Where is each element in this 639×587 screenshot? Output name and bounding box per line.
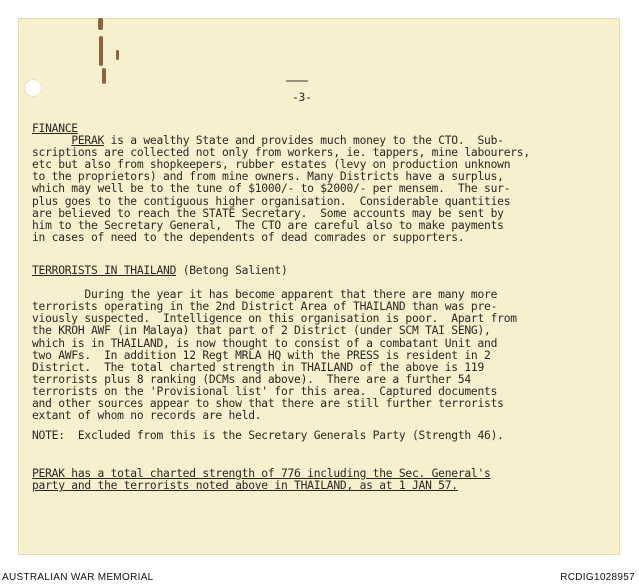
- page-number: -3-: [292, 91, 312, 104]
- finance-line: him to the Secretary General, The CTO are careful also to make payments: [32, 218, 504, 232]
- perak-label: PERAK: [71, 134, 105, 148]
- terrorists-line: two AWFs. In addition 12 Regt MRLA HQ with the PRESS is resident in 2: [32, 348, 491, 362]
- terrorists-line: terrorists operating in the 2nd District Area of THAILAND than was pre-: [32, 300, 498, 314]
- terrorists-line: which is in THAILAND, is now thought to consist of a combatant Unit and: [32, 336, 498, 350]
- finance-line: scriptions are collected not only from workers, ie. tappers, mine labourers,: [32, 146, 530, 160]
- terrorists-line: District. The total charted strength in THAILAND of the above is 119: [32, 360, 485, 374]
- footer-institution: AUSTRALIAN WAR MEMORIAL: [2, 572, 154, 583]
- terrorists-line: and other sources appear to show that there are still further terrorists: [32, 397, 504, 411]
- terrorists-heading: TERRORISTS IN THAILAND: [32, 264, 177, 277]
- rust-stain-mark: [116, 50, 119, 60]
- terrorists-line: terrorists on the 'Provisional list' for this area. Captured documents: [32, 384, 498, 398]
- terrorists-section: [32, 265, 517, 422]
- note-text: NOTE: Excluded from this is the Secretary Generals Party (Strength 46).: [32, 429, 504, 442]
- rust-stain-mark: [99, 36, 103, 66]
- terrorists-heading-suffix: (Betong Salient): [176, 264, 288, 277]
- finance-line: in cases of need to the dependents of dead comrades or supporters.: [32, 230, 465, 244]
- terrorists-line: viously suspected. Intelligence on this organisation is poor. Apart from: [32, 312, 517, 326]
- finance-line: plus goes to the contiguous higher organisation. Considerable quantities: [32, 194, 511, 208]
- terrorists-line: terrorists plus 8 ranking (DCMs and above). There are a further 54: [32, 372, 471, 386]
- terrorists-line: During the year it has become apparent that there are many more: [32, 288, 498, 302]
- punch-hole: [25, 80, 41, 96]
- summary-line: party and the terrorists noted above in THAILAND, as at 1 JAN 57.: [32, 479, 458, 493]
- finance-line: etc but also from shopkeepers, rubber estates (levy on production unknown: [32, 158, 511, 172]
- terrorists-line: the KROH AWF (in Malaya) that part of 2 District (under SCM TAI SENG),: [32, 324, 491, 338]
- finance-section: [32, 123, 530, 244]
- terrorists-line: extant of whom no records are held.: [32, 409, 262, 423]
- archive-footer: [0, 565, 639, 587]
- finance-line-1: PERAK is a wealthy State and provides much money to the CTO. Sub-: [71, 134, 504, 148]
- finance-line: to the proprietors) and from mine owners. Many Districts have a surplus,: [32, 170, 504, 184]
- finance-heading: FINANCE: [32, 122, 78, 135]
- finance-line: are believed to reach the STATE Secretary. Some accounts may be sent by: [32, 206, 504, 220]
- rust-stain-mark: [98, 18, 103, 30]
- finance-line: which may well be to the tune of $1000/- to $2000/- per mensem. The sur-: [32, 182, 511, 196]
- page-number-mark: [286, 80, 308, 82]
- rust-stain-mark: [102, 68, 106, 84]
- summary-section: [32, 468, 491, 492]
- footer-record-id: RCDIG1028957: [560, 572, 635, 583]
- summary-line: PERAK has a total charted strength of 776 including the Sec. General's: [32, 467, 491, 480]
